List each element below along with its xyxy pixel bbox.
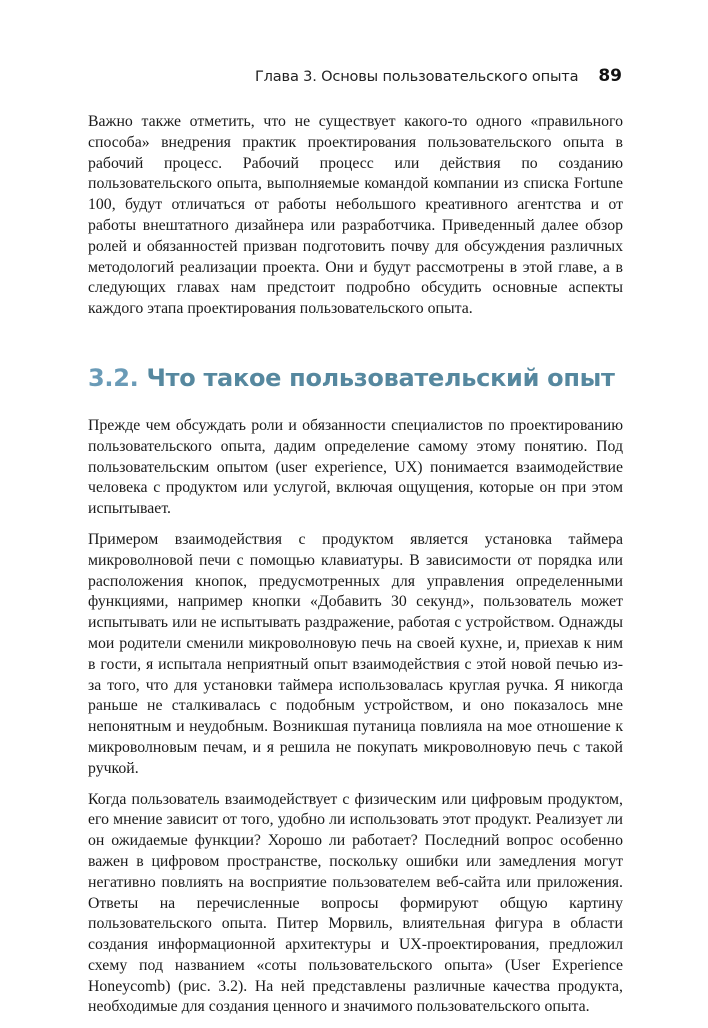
page-number: 89	[598, 66, 622, 86]
paragraph-intro: Важно также отметить, что не существует какого-то одного «правильного способа» внедрения практик проектирования пользовательского опыта в рабочий процесс. Рабочий процесс или действия по созданию пользовательского опыта, выполняемые командой компании из списка Fortune 100, будут отличаться от работы небольшого креативного агентства и от работы внештатного дизайнера или разработчика. Приведенный далее обзор ролей и обязанностей призван подготовить почву для обсуждения различных методологий реализации проекта. Они и будут рассмотрены в этой главе, а в следующих главах нам предстоит подробно обсудить основные аспекты каждого этапа проектирования пользовательского опыта.	[88, 113, 623, 318]
paragraph-honeycomb: Когда пользователь взаимодействует с физическим или цифровым продуктом, его мнение зависит от того, удобно ли использовать этот продукт. Реализует ли он ожидаемые функции? Хорошо ли работает? Последний вопрос особенно важен в цифровом пространстве, поскольку ошибки или замедления могут негативно повлиять на восприятие пользователем веб-сайта или приложения. Ответы на перечисленные вопросы формируют общую картину пользовательского опыта. Питер Морвиль, влиятельная фигура в области создания информационной архитектуры и UX-проектирования, предложил схему под названием «соты пользовательского опыта» (User Experience Honeycomb) (рис. 3.2). На ней представлены различные качества продукта, необходимые для создания ценного и значимого пользовательского опыта.	[88, 790, 623, 1016]
paragraph-example: Примером взаимодействия с продуктом является установка таймера микроволновой печи с помощью клавиатуры. В зависимости от порядка или расположения кнопок, предусмотренных для управления определенными функциями, например кнопки «Добавить 30 секунд», пользователь может испытывать или не испытывать раздражение, работая с устройством. Однажды мои родители сменили микроволновую печь на своей кухне, и, приехав к ним в гости, я испытала неприятный опыт взаимодействия с этой новой печью из-за того, что для установки таймера использовалась круглая ручка. Я никогда раньше не сталкивалась с подобным устройством, и оно показалось мне непонятным и неудобным. Возникшая путаница повлияла на мое отношение к микроволновым печам, и я решила не покупать микроволновую печь с такой ручкой.	[88, 530, 623, 777]
chapter-title: Глава 3. Основы пользовательского опыта	[254, 68, 579, 85]
section-title: Что такое пользовательский опыт	[146, 363, 615, 392]
section-heading	[88, 364, 623, 392]
section-number: 3.2.	[88, 363, 139, 392]
paragraph-definition: Прежде чем обсуждать роли и обязанности специалистов по проектированию пользовательского опыта, дадим определение самому этому понятию. Под пользовательским опытом (user experience, UX) понимается взаимодействие человека с продуктом или услугой, включая ощущения, которые он при этом испытывает.	[88, 416, 623, 518]
running-head	[255, 66, 622, 86]
page-body	[88, 112, 623, 1028]
